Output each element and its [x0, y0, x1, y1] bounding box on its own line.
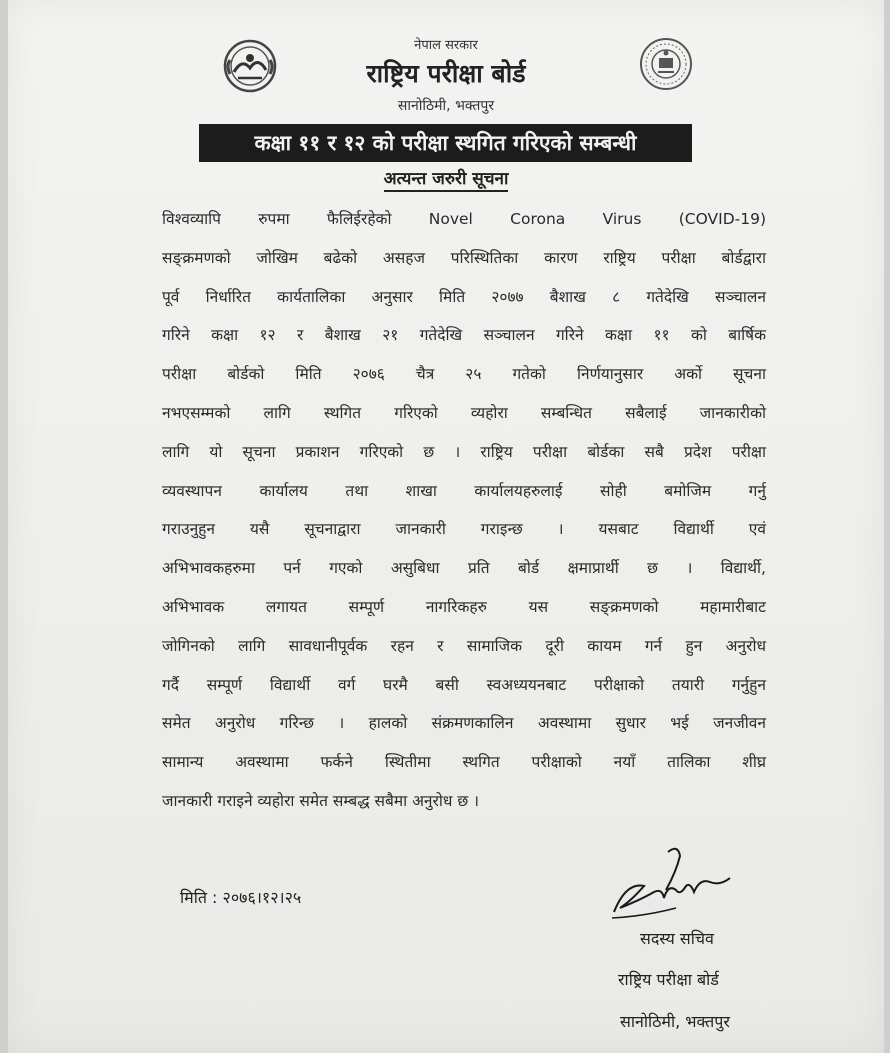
urgent-notice-text: अत्यन्त जरुरी सूचना: [384, 169, 509, 192]
signer-board: राष्ट्रिय परीक्षा बोर्ड: [618, 970, 719, 989]
notice-subject-banner: कक्षा ११ र १२ को परीक्षा स्थगित गरिएको सम्बन्धी: [199, 124, 692, 162]
notice-line: गर्दै सम्पूर्ण विद्यार्थी वर्ग घरमै बसी स्वअध्ययनबाट परीक्षाको तयारी गर्नुहुन: [162, 675, 766, 694]
urgent-notice-heading: [8, 166, 884, 189]
signer-title: सदस्य सचिव: [640, 929, 714, 948]
handwritten-signature: [606, 842, 736, 932]
notice-line: सङ्क्रमणको जोखिम बढेको असहज परिस्थितिका कारण राष्ट्रिय परीक्षा बोर्डद्वारा: [162, 248, 766, 267]
notice-line: समेत अनुरोध गरिन्छ । हालको संक्रमणकालिन अवस्थामा सुधार भई जनजीवन: [162, 714, 766, 733]
notice-line: सामान्य अवस्थामा फर्कने स्थितीमा स्थगित परीक्षाको नयाँ तालिका शीघ्र: [162, 753, 766, 772]
notice-line: अभिभावकहरुमा पर्न गएको असुबिधा प्रति बोर्ड क्षमाप्रार्थी छ । विद्यार्थी,: [162, 559, 766, 578]
notice-line: लागि यो सूचना प्रकाशन गरिएको छ । राष्ट्रिय परीक्षा बोर्डका सबै प्रदेश परीक्षा: [162, 442, 766, 461]
signer-address: सानोठिमी, भक्तपुर: [620, 1012, 730, 1031]
notice-body: [162, 200, 766, 821]
notice-line: पूर्व निर्धारित कार्यतालिका अनुसार मिति २०७७ बैशाख ८ गतेदेखि सञ्चालन: [162, 287, 766, 306]
notice-line: गराउनुहुन यसै सूचनाद्वारा जानकारी गराइन्छ । यसबाट विद्यार्थी एवं: [162, 520, 766, 539]
notice-line: जोगिनको लागि सावधानीपूर्वक रहन र सामाजिक दूरी कायम गर्न हुन अनुरोध: [162, 636, 766, 655]
notice-line: गरिने कक्षा १२ र बैशाख २१ गतेदेखि सञ्चालन गरिने कक्षा ११ को बार्षिक: [162, 326, 766, 345]
notice-line: नभएसम्मको लागि स्थगित गरिएको व्यहोरा सम्बन्धित सबैलाई जानकारीको: [162, 403, 766, 422]
notice-line: विश्वव्यापि रुपमा फैलिईरहेको Novel Corona Virus (COVID-19): [162, 210, 766, 228]
notice-paper: [8, 0, 884, 1053]
notice-line: अभिभावक लगायत सम्पूर्ण नागरिकहरु यस सङ्क्रमणको महामारीबाट: [162, 597, 766, 616]
board-name: राष्ट्रिय परीक्षा बोर्ड: [366, 59, 526, 88]
notice-date: मिति : २०७६।१२।२५: [180, 888, 302, 907]
notice-line: जानकारी गराइने व्यहोरा समेत सम्बद्ध सबैमा अनुरोध छ ।: [162, 791, 480, 810]
notice-line: व्यवस्थापन कार्यालय तथा शाखा कार्यालयहरुलाई सोही बमोजिम गर्नु: [162, 481, 766, 500]
board-address: सानोठिमी, भक्तपुर: [397, 98, 495, 114]
government-name: नेपाल सरकार: [414, 38, 478, 53]
notice-line: परीक्षा बोर्डको मिति २०७६ चैत्र २५ गतेको निर्णयानुसार अर्को सूचना: [162, 365, 766, 384]
